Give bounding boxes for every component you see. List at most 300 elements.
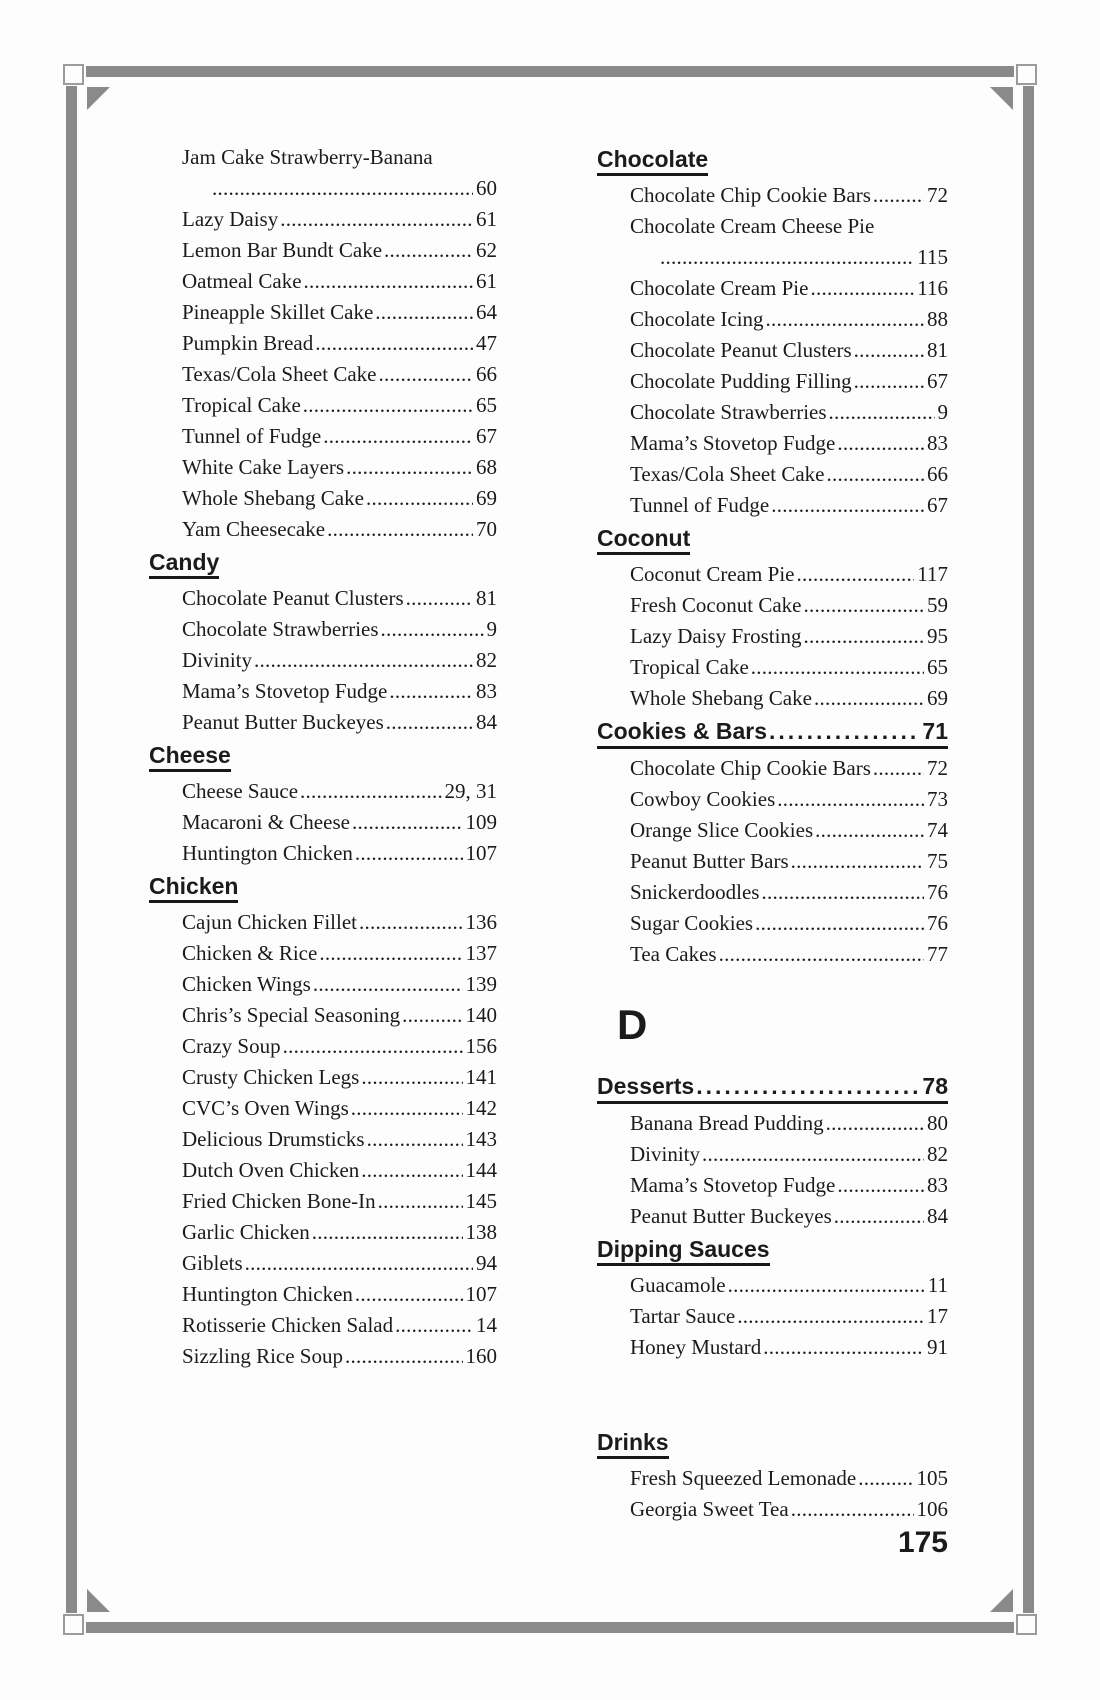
- dot-leader: [323, 421, 473, 452]
- index-entry-divinity: [149, 645, 497, 676]
- entry-name: Chicken Wings: [182, 972, 311, 996]
- dot-leader: [300, 776, 441, 807]
- dot-leader: [361, 1062, 462, 1093]
- entry-name: Lemon Bar Bundt Cake: [182, 238, 383, 262]
- section-header-coconut: [597, 524, 948, 555]
- entry-name: Cowboy Cookies: [630, 787, 776, 811]
- entry-page-number: 66: [927, 462, 948, 486]
- index-entry-cvc-s-oven-wings: [149, 1093, 497, 1124]
- entry-name: Guacamole: [630, 1273, 726, 1297]
- entry-page-number: 88: [927, 307, 948, 331]
- entry-page-number: 94: [476, 1251, 497, 1275]
- entry-page-number: 91: [927, 1335, 948, 1359]
- dot-leader: [386, 707, 473, 738]
- entry-name: Macaroni & Cheese: [182, 810, 350, 834]
- dot-leader: [719, 939, 924, 970]
- entry-name: Chocolate Strawberries: [630, 400, 827, 424]
- dot-leader: [777, 784, 924, 815]
- index-entry-tropical-cake: [597, 652, 948, 683]
- dot-leader: [389, 676, 473, 707]
- entry-page-number: 145: [465, 1189, 497, 1213]
- entry-name: Orange Slice Cookies: [630, 818, 814, 842]
- section-header-label: Drinks: [597, 1428, 669, 1459]
- column-spacer: [597, 1363, 948, 1425]
- index-entry-honey-mustard: [597, 1332, 948, 1363]
- index-entry-garlic-chicken: [149, 1217, 497, 1248]
- entry-name: Giblets: [182, 1251, 243, 1275]
- index-entry-sizzling-rice-soup: [149, 1341, 497, 1372]
- entry-page-number: 17: [927, 1304, 948, 1328]
- dot-leader: [395, 1310, 473, 1341]
- dot-leader: [796, 559, 914, 590]
- entry-name: Jam Cake Strawberry-Banana: [182, 145, 433, 169]
- entry-page-number: 65: [927, 655, 948, 679]
- index-entry-fresh-squeezed-lemonade: [597, 1463, 948, 1494]
- index-entry-banana-bread-pudding: [597, 1108, 948, 1139]
- entry-name: Tunnel of Fudge: [182, 424, 322, 448]
- entry-page-number: 73: [927, 787, 948, 811]
- index-entry-snickerdoodles: [597, 877, 948, 908]
- entry-name: Lazy Daisy: [182, 207, 279, 231]
- entry-name: Mama’s Stovetop Fudge: [182, 679, 388, 703]
- letter-divider-d: D: [617, 1001, 648, 1048]
- entry-name: Whole Shebang Cake: [630, 686, 812, 710]
- dot-leader: [319, 938, 462, 969]
- dot-leader: [402, 1000, 462, 1031]
- dot-leader: [245, 1248, 473, 1279]
- entry-page-number: 139: [465, 972, 497, 996]
- index-entry-whole-shebang-cake: [149, 483, 497, 514]
- dot-leader: [359, 907, 463, 938]
- dot-leader: [826, 1108, 924, 1139]
- dot-leader: [378, 1186, 463, 1217]
- dot-leader: [854, 335, 924, 366]
- dot-leader: [355, 838, 463, 869]
- entry-name: Cheese Sauce: [182, 779, 299, 803]
- entry-page-number: 70: [476, 517, 497, 541]
- index-entry-white-cake-layers: [149, 452, 497, 483]
- index-entry-cowboy-cookies: [597, 784, 948, 815]
- entry-name: Crusty Chicken Legs: [182, 1065, 360, 1089]
- section-header-drinks: [597, 1428, 948, 1459]
- entry-page-number: 141: [465, 1065, 497, 1089]
- dot-leader: [254, 645, 473, 676]
- entry-page-number: 107: [465, 1282, 497, 1306]
- dot-leader: [702, 1139, 924, 1170]
- entry-name: Chocolate Icing: [630, 307, 764, 331]
- dot-leader: [355, 1279, 463, 1310]
- dot-leader: [283, 1031, 463, 1062]
- entry-page-number: 80: [927, 1111, 948, 1135]
- entry-name: Chris’s Special Seasoning: [182, 1003, 401, 1027]
- dot-leader: [378, 359, 473, 390]
- corner-triangle-top-right-icon: [990, 87, 1013, 110]
- index-entry-chicken-wings: [149, 969, 497, 1000]
- entry-page-number: 84: [927, 1204, 948, 1228]
- entry-page-number: 76: [927, 880, 948, 904]
- index-column-right: [597, 142, 948, 1560]
- dot-leader: [280, 204, 473, 235]
- frame-bar-top: [86, 66, 1014, 77]
- index-entry-mama-s-stovetop-fudge: [597, 1170, 948, 1201]
- entry-name: Fresh Squeezed Lemonade: [630, 1466, 857, 1490]
- entry-name: Divinity: [630, 1142, 701, 1166]
- entry-page-number: 156: [465, 1034, 497, 1058]
- index-entry-guacamole: [597, 1270, 948, 1301]
- dot-leader: [837, 1170, 924, 1201]
- index-entry-tartar-sauce: [597, 1301, 948, 1332]
- entry-name: Pumpkin Bread: [182, 331, 314, 355]
- entry-page-number: 59: [927, 593, 948, 617]
- entry-name: Whole Shebang Cake: [182, 486, 364, 510]
- entry-page-number: 137: [465, 941, 497, 965]
- entry-name: Snickerdoodles: [630, 880, 760, 904]
- entry-name: Chocolate Chip Cookie Bars: [630, 183, 871, 207]
- entry-page-number: 11: [927, 1273, 948, 1297]
- entry-name: Crazy Soup: [182, 1034, 281, 1058]
- index-entry-pineapple-skillet-cake: [149, 297, 497, 328]
- entry-page-number: 116: [917, 276, 948, 300]
- index-entry-fresh-coconut-cake: [597, 590, 948, 621]
- index-entry-lemon-bar-bundt-cake: [149, 235, 497, 266]
- entry-page-number: 62: [476, 238, 497, 262]
- dot-leader: [873, 753, 924, 784]
- entry-name: Chocolate Pudding Filling: [630, 369, 852, 393]
- entry-name: Coconut Cream Pie: [630, 562, 795, 586]
- section-header-label: Desserts: [597, 1073, 695, 1099]
- entry-page-number: 75: [927, 849, 948, 873]
- entry-page-number: 105: [916, 1466, 948, 1490]
- entry-page-number: 107: [465, 841, 497, 865]
- entry-page-number: 64: [476, 300, 497, 324]
- dot-leader: [361, 1155, 462, 1186]
- dot-leader: [351, 1093, 463, 1124]
- entry-name: Mama’s Stovetop Fudge: [630, 431, 836, 455]
- dot-leader: [791, 846, 924, 877]
- index-entry-huntington-chicken: [149, 838, 497, 869]
- dot-leader: [771, 490, 924, 521]
- dot-leader: [803, 590, 924, 621]
- index-entry-cajun-chicken-fillet: [149, 907, 497, 938]
- index-entry-tunnel-of-fudge: [597, 490, 948, 521]
- dot-leader: [834, 1201, 924, 1232]
- entry-name: Rotisserie Chicken Salad: [182, 1313, 394, 1337]
- entry-page-number: 47: [476, 331, 497, 355]
- dot-leader: [728, 1270, 925, 1301]
- corner-square-bottom-right: [1016, 1614, 1037, 1635]
- entry-name: Oatmeal Cake: [182, 269, 302, 293]
- dot-leader: [837, 428, 924, 459]
- dot-leader: [803, 621, 924, 652]
- entry-page-number: 84: [476, 710, 497, 734]
- dot-leader: [660, 242, 914, 273]
- entry-name: Chocolate Cream Cheese Pie: [630, 214, 875, 238]
- dot-leader: [769, 717, 920, 745]
- entry-page-number: 60: [476, 176, 497, 200]
- index-entry-macaroni-cheese: [149, 807, 497, 838]
- entry-name: Tunnel of Fudge: [630, 493, 770, 517]
- dot-leader: [352, 807, 463, 838]
- section-header-cheese: [149, 741, 497, 772]
- index-entry-chris-s-special-seasoning: [149, 1000, 497, 1031]
- dot-leader: [381, 614, 484, 645]
- entry-page-number: 61: [476, 269, 497, 293]
- index-entry-lazy-daisy: [149, 204, 497, 235]
- corner-square-top-left: [63, 64, 84, 85]
- index-entry-chocolate-strawberries: [597, 397, 948, 428]
- index-entry-texas-cola-sheet-cake: [597, 459, 948, 490]
- entry-page-number: 142: [465, 1096, 497, 1120]
- dot-leader: [346, 452, 473, 483]
- corner-square-bottom-left: [63, 1614, 84, 1635]
- entry-name: Huntington Chicken: [182, 1282, 353, 1306]
- entry-name: Tropical Cake: [182, 393, 301, 417]
- dot-leader: [829, 397, 935, 428]
- entry-page-number: 82: [927, 1142, 948, 1166]
- dot-leader: [826, 459, 924, 490]
- entry-page-number: 67: [476, 424, 497, 448]
- entry-page-number: 138: [465, 1220, 497, 1244]
- dot-leader: [313, 969, 463, 1000]
- entry-name: Chocolate Chip Cookie Bars: [630, 756, 871, 780]
- entry-page-number: 81: [927, 338, 948, 362]
- section-header-desserts: [597, 1072, 948, 1104]
- index-entry-orange-slice-cookies: [597, 815, 948, 846]
- dot-leader: [854, 366, 924, 397]
- entry-page-number: 136: [465, 910, 497, 934]
- index-entry-dutch-oven-chicken: [149, 1155, 497, 1186]
- entry-page-number: 140: [465, 1003, 497, 1027]
- dot-leader: [406, 583, 473, 614]
- index-entry-mama-s-stovetop-fudge: [597, 428, 948, 459]
- entry-name: Tartar Sauce: [630, 1304, 736, 1328]
- index-entry-chocolate-chip-cookie-bars: [597, 753, 948, 784]
- entry-name: Lazy Daisy Frosting: [630, 624, 802, 648]
- dot-leader: [755, 908, 924, 939]
- frame-bar-right: [1023, 86, 1034, 1613]
- entry-page-number: 69: [927, 686, 948, 710]
- index-entry-giblets: [149, 1248, 497, 1279]
- index-entry-peanut-butter-buckeyes: [597, 1201, 948, 1232]
- index-entry-pumpkin-bread: [149, 328, 497, 359]
- corner-triangle-bottom-right-icon: [990, 1589, 1013, 1612]
- entry-page-number: 106: [916, 1497, 948, 1521]
- index-entry-crusty-chicken-legs: [149, 1062, 497, 1093]
- index-entry-delicious-drumsticks: [149, 1124, 497, 1155]
- entry-name: CVC’s Oven Wings: [182, 1096, 349, 1120]
- index-entry-crazy-soup: [149, 1031, 497, 1062]
- index-entry-yam-cheesecake: [149, 514, 497, 545]
- dot-leader: [375, 297, 473, 328]
- section-header-candy: [149, 548, 497, 579]
- entry-name: Dutch Oven Chicken: [182, 1158, 360, 1182]
- entry-wrap-tail: [149, 173, 497, 204]
- index-entry-chocolate-icing: [597, 304, 948, 335]
- dot-leader: [303, 390, 473, 421]
- section-page-number: 71: [922, 718, 948, 744]
- entry-name: Chicken & Rice: [182, 941, 318, 965]
- index-entry-tea-cakes: [597, 939, 948, 970]
- entry-name: Chocolate Cream Pie: [630, 276, 809, 300]
- entry-page-number: 65: [476, 393, 497, 417]
- section-header-cookies-bars: [597, 717, 948, 749]
- entry-page-number: 67: [927, 493, 948, 517]
- dot-leader: [766, 304, 924, 335]
- section-page-number: 78: [922, 1073, 948, 1099]
- index-entry-chocolate-peanut-clusters: [149, 583, 497, 614]
- index-entry-jam-cake-strawberry-banana: [149, 142, 497, 204]
- dot-leader: [737, 1301, 924, 1332]
- entry-page-number: 9: [937, 400, 948, 424]
- entry-page-number: 67: [927, 369, 948, 393]
- entry-page-number: 69: [476, 486, 497, 510]
- entry-name: Yam Cheesecake: [182, 517, 326, 541]
- section-header-label: Coconut: [597, 524, 690, 555]
- index-entry-peanut-butter-buckeyes: [149, 707, 497, 738]
- section-header-label: Dipping Sauces: [597, 1235, 770, 1266]
- entry-name: Peanut Butter Bars: [630, 849, 789, 873]
- index-entry-sugar-cookies: [597, 908, 948, 939]
- page-number: 175: [897, 1526, 948, 1559]
- section-header-dipping-sauces: [597, 1235, 948, 1266]
- section-header-chocolate: [597, 145, 948, 176]
- entry-page-number: 117: [917, 562, 948, 586]
- entry-name: Chocolate Peanut Clusters: [630, 338, 852, 362]
- entry-page-number: 144: [465, 1158, 497, 1182]
- entry-name: Peanut Butter Buckeyes: [630, 1204, 832, 1228]
- index-entry-cheese-sauce: [149, 776, 497, 807]
- corner-triangle-top-left-icon: [87, 87, 110, 110]
- entry-name: Cajun Chicken Fillet: [182, 910, 357, 934]
- index-entry-oatmeal-cake: [149, 266, 497, 297]
- dot-leader: [815, 815, 924, 846]
- corner-square-top-right: [1016, 64, 1037, 85]
- index-entry-georgia-sweet-tea: [597, 1494, 948, 1525]
- entry-name: Tea Cakes: [630, 942, 717, 966]
- entry-page-number: 143: [465, 1127, 497, 1151]
- index-entry-huntington-chicken: [149, 1279, 497, 1310]
- entry-name: Sugar Cookies: [630, 911, 754, 935]
- index-entry-peanut-butter-bars: [597, 846, 948, 877]
- entry-page-number: 83: [927, 431, 948, 455]
- index-entry-chicken-rice: [149, 938, 497, 969]
- section-header-label: Chicken: [149, 872, 238, 903]
- dot-leader: [858, 1463, 913, 1494]
- section-header-label: Cheese: [149, 741, 231, 772]
- index-entry-chocolate-pudding-filling: [597, 366, 948, 397]
- entry-name: Divinity: [182, 648, 253, 672]
- entry-page-number: 68: [476, 455, 497, 479]
- dot-leader: [315, 328, 473, 359]
- dot-leader: [763, 1332, 924, 1363]
- index-entry-chocolate-peanut-clusters: [597, 335, 948, 366]
- dot-leader: [814, 683, 924, 714]
- entry-name: Garlic Chicken: [182, 1220, 310, 1244]
- entry-name: Sizzling Rice Soup: [182, 1344, 343, 1368]
- dot-leader: [367, 1124, 463, 1155]
- entry-page-number: 72: [927, 183, 948, 207]
- entry-page-number: 82: [476, 648, 497, 672]
- entry-page-number: 72: [927, 756, 948, 780]
- dot-leader: [366, 483, 473, 514]
- entry-name: Chocolate Peanut Clusters: [182, 586, 404, 610]
- entry-page-number: 81: [476, 586, 497, 610]
- entry-page-number: 95: [927, 624, 948, 648]
- entry-page-number: 9: [486, 617, 497, 641]
- dot-leader: [327, 514, 473, 545]
- section-header-label: Cookies & Bars: [597, 718, 768, 744]
- index-entry-whole-shebang-cake: [597, 683, 948, 714]
- dot-leader: [345, 1341, 463, 1372]
- corner-triangle-bottom-left-icon: [87, 1589, 110, 1612]
- index-entry-coconut-cream-pie: [597, 559, 948, 590]
- entry-name: Mama’s Stovetop Fudge: [630, 1173, 836, 1197]
- section-header-label: Chocolate: [597, 145, 708, 176]
- entry-page-number: 29, 31: [444, 779, 497, 803]
- entry-page-number: 76: [927, 911, 948, 935]
- index-entry-rotisserie-chicken-salad: [149, 1310, 497, 1341]
- entry-name: Pineapple Skillet Cake: [182, 300, 374, 324]
- entry-name: Texas/Cola Sheet Cake: [630, 462, 825, 486]
- entry-page-number: 160: [465, 1344, 497, 1368]
- entry-name: Texas/Cola Sheet Cake: [182, 362, 377, 386]
- entry-name: Chocolate Strawberries: [182, 617, 379, 641]
- entry-name: Delicious Drumsticks: [182, 1127, 365, 1151]
- entry-name: Fresh Coconut Cake: [630, 593, 802, 617]
- dot-leader: [810, 273, 914, 304]
- entry-name: Tropical Cake: [630, 655, 749, 679]
- entry-page-number: 66: [476, 362, 497, 386]
- index-entry-fried-chicken-bone-in: [149, 1186, 497, 1217]
- entry-name: Fried Chicken Bone-In: [182, 1189, 376, 1213]
- index-entry-mama-s-stovetop-fudge: [149, 676, 497, 707]
- entry-page-number: 83: [927, 1173, 948, 1197]
- section-header-label: Candy: [149, 548, 219, 579]
- entry-page-number: 83: [476, 679, 497, 703]
- dot-leader: [751, 652, 924, 683]
- entry-page-number: 115: [917, 245, 948, 269]
- dot-leader: [304, 266, 473, 297]
- entry-name: Banana Bread Pudding: [630, 1111, 824, 1135]
- dot-leader: [384, 235, 473, 266]
- index-entry-chocolate-strawberries: [149, 614, 497, 645]
- index-entry-chocolate-cream-pie: [597, 273, 948, 304]
- index-entry-chocolate-chip-cookie-bars: [597, 180, 948, 211]
- entry-name: Peanut Butter Buckeyes: [182, 710, 384, 734]
- entry-page-number: 109: [465, 810, 497, 834]
- frame-bar-left: [66, 86, 77, 1613]
- section-header-chicken: [149, 872, 497, 903]
- index-entry-lazy-daisy-frosting: [597, 621, 948, 652]
- index-entry-chocolate-cream-cheese-pie: [597, 211, 948, 273]
- dot-leader: [312, 1217, 463, 1248]
- dot-leader: [873, 180, 924, 211]
- entry-page-number: 61: [476, 207, 497, 231]
- entry-name: Honey Mustard: [630, 1335, 762, 1359]
- dot-leader: [761, 877, 924, 908]
- index-entry-tunnel-of-fudge: [149, 421, 497, 452]
- dot-leader: [791, 1494, 914, 1525]
- frame-bar-bottom: [86, 1622, 1014, 1633]
- index-entry-tropical-cake: [149, 390, 497, 421]
- index-column-left: [149, 142, 497, 1372]
- entry-name: Georgia Sweet Tea: [630, 1497, 789, 1521]
- entry-wrap-tail: [597, 242, 948, 273]
- dot-leader: [212, 173, 473, 204]
- entry-page-number: 14: [476, 1313, 497, 1337]
- entry-name: White Cake Layers: [182, 455, 345, 479]
- index-entry-divinity: [597, 1139, 948, 1170]
